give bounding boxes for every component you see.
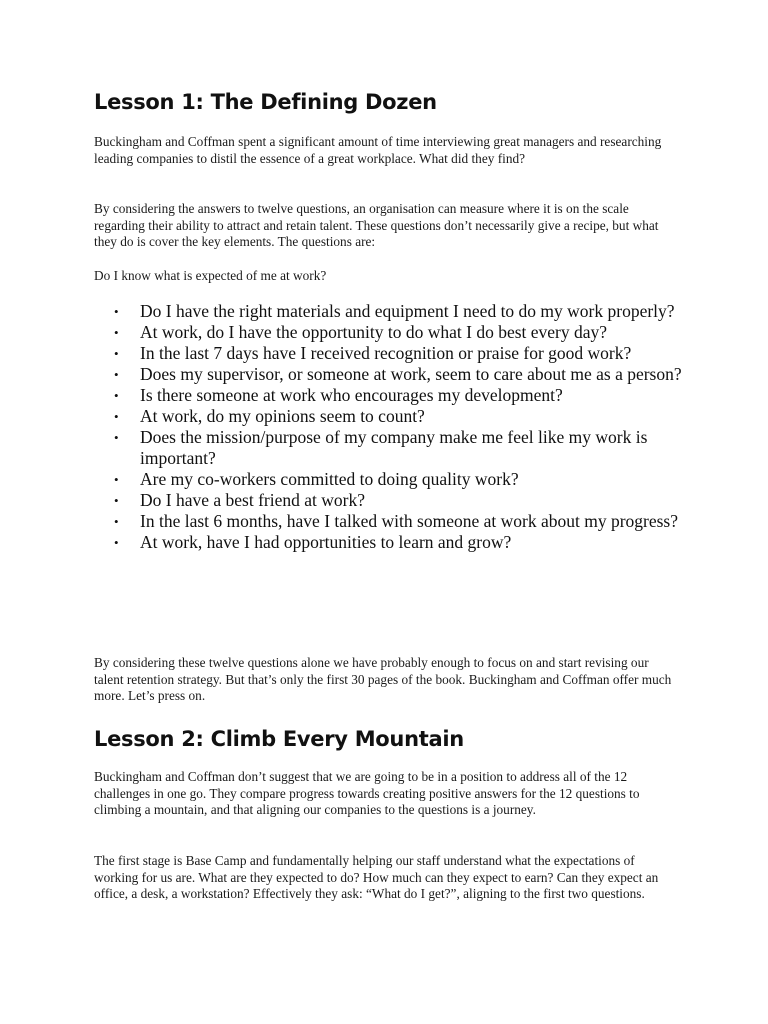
question-text: Are my co-workers committed to doing quality work?: [140, 469, 519, 489]
bullet-icon: •: [114, 346, 119, 361]
question-text: Do I have a best friend at work?: [140, 490, 365, 510]
list-item: [94, 301, 684, 322]
bullet-icon: •: [114, 325, 119, 340]
bullet-icon: •: [114, 430, 119, 445]
bullet-icon: •: [114, 304, 119, 319]
list-item: [94, 364, 684, 385]
question-text: Does the mission/purpose of my company make me feel like my work is important?: [140, 427, 648, 468]
lesson-1-paragraph-1: Buckingham and Coffman spent a significant amount of time interviewing great managers and researching leading companies to distil the essence of a great workplace. What did they find?: [94, 134, 662, 166]
list-item: [94, 343, 684, 364]
lesson-1-paragraph-3: By considering these twelve questions alone we have probably enough to focus on and start revising our talent retention strategy. But that’s only the first 30 pages of the book. Buckingham and Coffman offer much more. Let’s press on.: [94, 655, 672, 703]
lesson-2-heading: Lesson 2: Climb Every Mountain: [94, 727, 464, 751]
list-item: [94, 490, 684, 511]
list-item: [94, 532, 684, 553]
lesson-2-paragraph-1: Buckingham and Coffman don’t suggest that we are going to be in a position to address all of the 12 challenges in one go. They compare progress towards creating positive answers for the 12 questions to climbing a mountain, and that aligning our companies to the questions is a journey.: [94, 769, 640, 817]
question-text: At work, do my opinions seem to count?: [140, 406, 425, 426]
bullet-icon: •: [114, 472, 119, 487]
list-item: [94, 385, 684, 406]
lesson-1-first-question: Do I know what is expected of me at work?: [94, 268, 327, 283]
bullet-icon: •: [114, 388, 119, 403]
questions-list: [94, 301, 684, 553]
list-item: [94, 322, 684, 343]
list-item: [94, 511, 684, 532]
lesson-1-paragraph-2: By considering the answers to twelve questions, an organisation can measure where it is on the scale regarding their ability to attract and retain talent. These questions don’t necessarily give a recipe, but what they do is cover the key elements. The questions are:: [94, 201, 659, 249]
question-text: In the last 6 months, have I talked with someone at work about my progress?: [140, 511, 679, 531]
question-text: At work, do I have the opportunity to do what I do best every day?: [140, 322, 608, 342]
lesson-1-heading: Lesson 1: The Defining Dozen: [94, 90, 437, 114]
question-text: In the last 7 days have I received recognition or praise for good work?: [140, 343, 632, 363]
bullet-icon: •: [114, 514, 119, 529]
question-text: Is there someone at work who encourages my development?: [140, 385, 563, 405]
list-item: [94, 427, 684, 469]
list-item: [94, 469, 684, 490]
bullet-icon: •: [114, 493, 119, 508]
lesson-2-paragraph-2: The first stage is Base Camp and fundamentally helping our staff understand what the expectations of working for us are. What are they expected to do? How much can they expect to earn? Can they expect an office, a desk, a workstation? Effectively they ask: “What do I get?”, aligning to the first two questions.: [94, 853, 659, 901]
question-text: At work, have I had opportunities to learn and grow?: [140, 532, 512, 552]
question-text: Do I have the right materials and equipment I need to do my work properly?: [140, 301, 675, 321]
bullet-icon: •: [114, 535, 119, 550]
bullet-icon: •: [114, 409, 119, 424]
list-item: [94, 406, 684, 427]
bullet-icon: •: [114, 367, 119, 382]
question-text: Does my supervisor, or someone at work, seem to care about me as a person?: [140, 364, 682, 384]
